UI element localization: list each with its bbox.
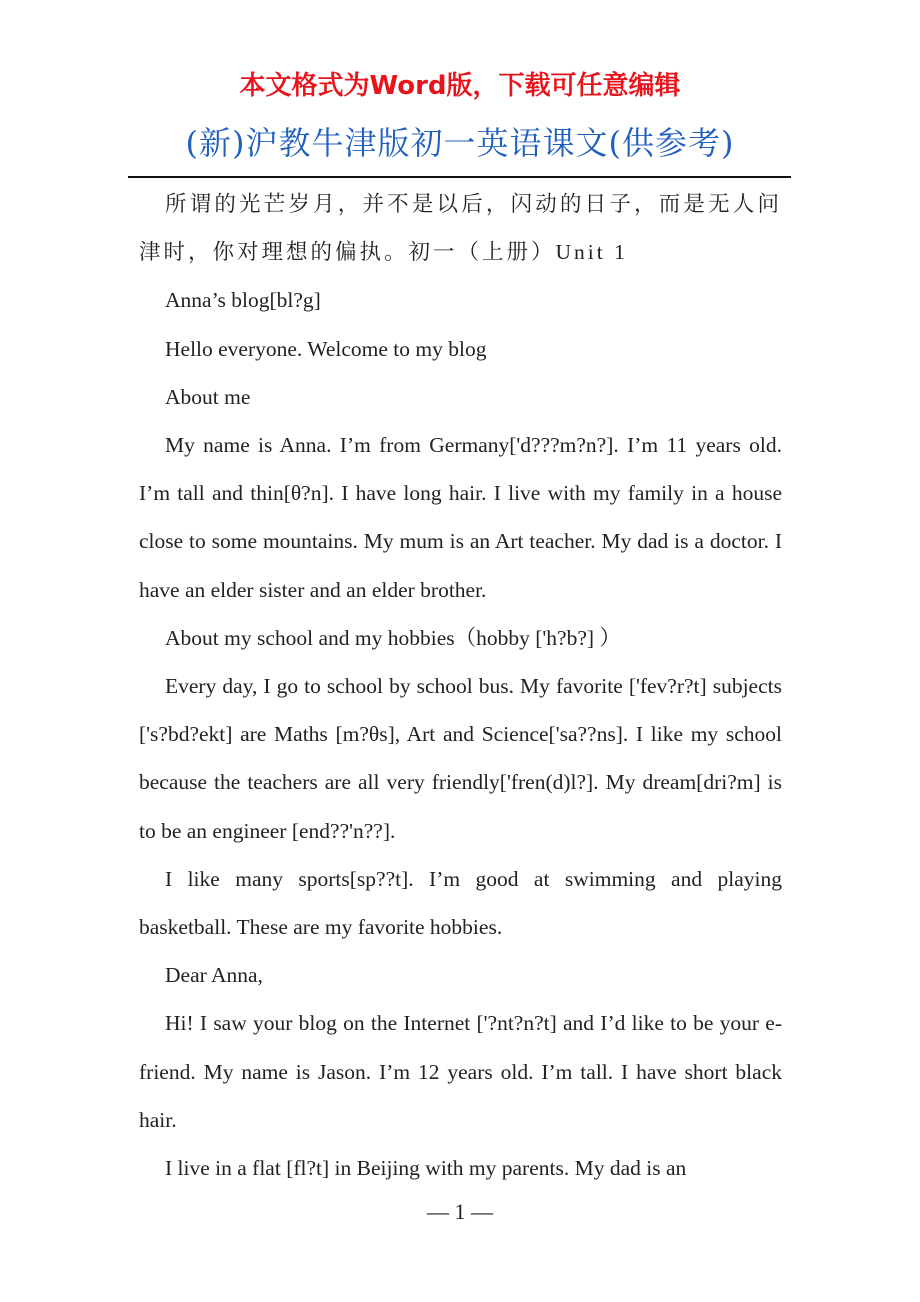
document-title: (新)沪教牛津版初一英语课文(供参考)	[185, 124, 735, 162]
title-divider	[128, 176, 791, 178]
section-heading-about-me: About me	[165, 384, 251, 409]
letter-salutation: Dear Anna,	[165, 963, 263, 988]
document-body	[139, 180, 782, 1192]
page-number: — 1 —	[427, 1199, 493, 1224]
blog-greeting: Hello everyone. Welcome to my blog	[165, 336, 487, 361]
intro-paragraph: 所谓的光芒岁月，并不是以后，闪动的日子，而是无人问津时，你对理想的偏执。初一（上册）Unit 1	[139, 192, 782, 265]
blog-heading: Anna’s blog[bl?g]	[165, 288, 321, 313]
paragraph-school: Every day, I go to school by school bus. My favorite ['fev?r?t] subjects ['s?bd?ekt] are Maths [m?θs], Art and Science['sa??ns]. I like my school because the teachers are all very friendly['fren(d)l?]. My dream[dri?m] is to be an engineer [end??'n??].	[139, 674, 782, 843]
paragraph-letter-home: I live in a flat [fl?t] in Beijing with my parents. My dad is an	[165, 1156, 687, 1181]
format-banner: 本文格式为Word版，下载可任意编辑	[239, 71, 681, 101]
paragraph-letter-intro: Hi! I saw your blog on the Internet ['?nt?n?t] and I’d like to be your e-friend. My name is Jason. I’m 12 years old. I’m tall. I have short black hair.	[139, 1011, 782, 1132]
paragraph-about-me: My name is Anna. I’m from Germany['d???m?n?]. I’m 11 years old. I’m tall and thin[θ?n]. I have long hair. I live with my family in a house close to some mountains. My mum is an Art teacher. My dad is a doctor. I have an elder sister and an elder brother.	[139, 433, 782, 602]
paragraph-sports: I like many sports[sp??t]. I’m good at swimming and playing basketball. These are my favorite hobbies.	[139, 866, 782, 940]
section-heading-school-hobbies: About my school and my hobbies（hobby ['h?b?] ）	[165, 625, 621, 650]
